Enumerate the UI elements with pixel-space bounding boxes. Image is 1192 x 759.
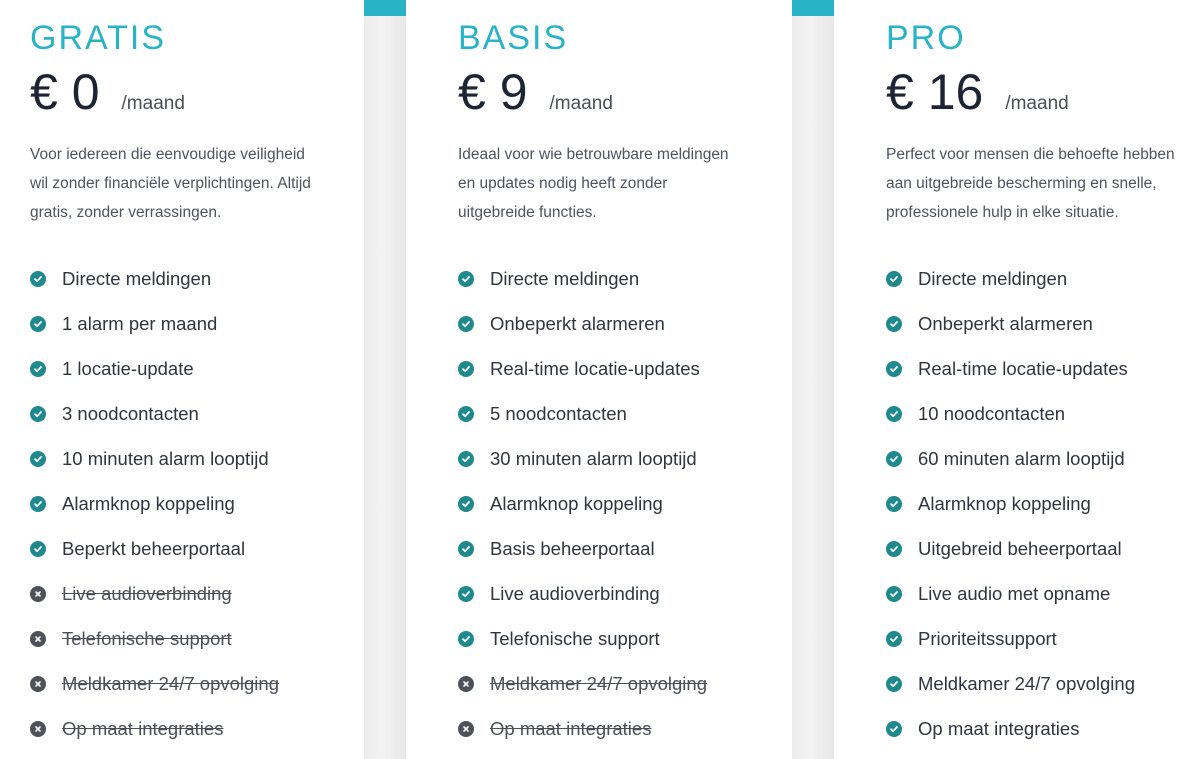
check-circle-icon	[886, 451, 902, 467]
feature-item	[30, 256, 279, 301]
plan-price: € 9	[458, 64, 528, 120]
feature-label: Alarmknop koppeling	[918, 492, 1091, 514]
feature-label: Meldkamer 24/7 opvolging	[918, 672, 1135, 694]
check-circle-icon	[886, 361, 902, 377]
x-circle-icon	[458, 721, 474, 737]
x-circle-icon	[30, 586, 46, 602]
feature-label: Alarmknop koppeling	[490, 492, 663, 514]
feature-label: Real-time locatie-updates	[490, 357, 700, 379]
feature-label: 5 noodcontacten	[490, 402, 627, 424]
feature-label: Live audioverbinding	[62, 582, 232, 604]
feature-item	[458, 301, 707, 346]
plan-price: € 16	[886, 64, 984, 120]
feature-label: Directe meldingen	[62, 267, 212, 289]
feature-label: Alarmknop koppeling	[62, 492, 235, 514]
feature-label: Meldkamer 24/7 opvolging	[62, 672, 279, 694]
feature-label: Onbeperkt alarmeren	[490, 312, 665, 334]
feature-item	[30, 391, 279, 436]
feature-list	[886, 256, 1135, 751]
x-circle-icon	[30, 631, 46, 647]
feature-item	[458, 256, 707, 301]
feature-item	[886, 256, 1135, 301]
feature-label: 1 alarm per maand	[62, 312, 218, 334]
feature-item	[458, 526, 707, 571]
feature-item	[886, 526, 1135, 571]
feature-item	[458, 661, 707, 706]
check-circle-icon	[458, 271, 474, 287]
feature-item	[886, 346, 1135, 391]
feature-item	[30, 346, 279, 391]
feature-label: Live audio met opname	[918, 582, 1111, 604]
x-circle-icon	[30, 721, 46, 737]
feature-item	[886, 616, 1135, 661]
check-circle-icon	[30, 541, 46, 557]
check-circle-icon	[458, 541, 474, 557]
plan-name: BASIS	[458, 19, 569, 57]
feature-label: Directe meldingen	[490, 267, 640, 289]
check-circle-icon	[886, 541, 902, 557]
feature-label: Telefonische support	[490, 627, 660, 649]
feature-item	[458, 706, 707, 751]
feature-item	[886, 661, 1135, 706]
feature-label: Telefonische support	[62, 627, 232, 649]
feature-label: 10 minuten alarm looptijd	[62, 447, 269, 469]
feature-label: 30 minuten alarm looptijd	[490, 447, 697, 469]
feature-item	[886, 706, 1135, 751]
feature-item	[886, 301, 1135, 346]
feature-item	[458, 436, 707, 481]
feature-item	[458, 391, 707, 436]
pricing-card-basis	[406, 0, 792, 759]
feature-item	[30, 301, 279, 346]
x-circle-icon	[458, 676, 474, 692]
check-circle-icon	[458, 631, 474, 647]
feature-item	[458, 571, 707, 616]
plan-description: Perfect voor mensen die behoefte hebben aan uitgebreide bescherming en snelle, professionele hulp in elke situatie.	[886, 146, 1175, 221]
billing-period: /maand	[549, 93, 613, 114]
feature-label: 10 noodcontacten	[918, 402, 1066, 424]
feature-label: Live audioverbinding	[490, 582, 660, 604]
feature-label: Real-time locatie-updates	[918, 357, 1128, 379]
feature-item	[30, 661, 279, 706]
pricing-card-gratis	[0, 0, 364, 759]
feature-label: Meldkamer 24/7 opvolging	[490, 672, 707, 694]
billing-period: /maand	[1005, 93, 1069, 114]
check-circle-icon	[30, 361, 46, 377]
feature-label: 1 locatie-update	[62, 357, 194, 379]
feature-item	[458, 481, 707, 526]
check-circle-icon	[458, 361, 474, 377]
plan-name: PRO	[886, 19, 966, 57]
card-gap-shadow	[364, 0, 406, 759]
feature-label: Op maat integraties	[62, 717, 224, 739]
price-row	[458, 62, 613, 122]
feature-item	[30, 481, 279, 526]
x-circle-icon	[30, 676, 46, 692]
check-circle-icon	[30, 316, 46, 332]
feature-item	[886, 481, 1135, 526]
feature-item	[30, 616, 279, 661]
feature-item	[30, 571, 279, 616]
feature-item	[458, 346, 707, 391]
check-circle-icon	[886, 406, 902, 422]
plan-name: GRATIS	[30, 19, 167, 57]
plan-price: € 0	[30, 64, 100, 120]
check-circle-icon	[886, 631, 902, 647]
feature-label: Basis beheerportaal	[490, 537, 655, 559]
feature-label: Prioriteitssupport	[918, 627, 1057, 649]
billing-period: /maand	[121, 93, 185, 114]
check-circle-icon	[458, 316, 474, 332]
plan-description: Voor iedereen die eenvoudige veiligheid wil zonder financiële verplichtingen. Altijd gratis, zonder verrassingen.	[30, 146, 311, 221]
card-gap-shadow	[792, 0, 834, 759]
check-circle-icon	[886, 316, 902, 332]
check-circle-icon	[30, 271, 46, 287]
feature-label: 3 noodcontacten	[62, 402, 199, 424]
check-circle-icon	[30, 496, 46, 512]
feature-label: Op maat integraties	[918, 717, 1080, 739]
accent-bar	[792, 0, 834, 16]
feature-item	[30, 436, 279, 481]
check-circle-icon	[30, 451, 46, 467]
feature-item	[30, 706, 279, 751]
feature-label: Uitgebreid beheerportaal	[918, 537, 1122, 559]
feature-label: Directe meldingen	[918, 267, 1068, 289]
check-circle-icon	[458, 406, 474, 422]
feature-label: 60 minuten alarm looptijd	[918, 447, 1125, 469]
feature-item	[30, 526, 279, 571]
price-row	[886, 62, 1069, 122]
feature-item	[886, 436, 1135, 481]
check-circle-icon	[458, 496, 474, 512]
feature-item	[886, 391, 1135, 436]
price-row	[30, 62, 185, 122]
feature-list	[30, 256, 279, 751]
feature-label: Op maat integraties	[490, 717, 652, 739]
feature-item	[886, 571, 1135, 616]
check-circle-icon	[886, 586, 902, 602]
check-circle-icon	[458, 451, 474, 467]
check-circle-icon	[886, 496, 902, 512]
pricing-card-pro	[834, 0, 1192, 759]
plan-description: Ideaal voor wie betrouwbare meldingen en updates nodig heeft zonder uitgebreide functies.	[458, 146, 729, 221]
accent-bar	[364, 0, 406, 16]
check-circle-icon	[886, 721, 902, 737]
feature-label: Onbeperkt alarmeren	[918, 312, 1093, 334]
check-circle-icon	[30, 406, 46, 422]
check-circle-icon	[886, 271, 902, 287]
feature-item	[458, 616, 707, 661]
check-circle-icon	[886, 676, 902, 692]
check-circle-icon	[458, 586, 474, 602]
feature-list	[458, 256, 707, 751]
feature-label: Beperkt beheerportaal	[62, 537, 246, 559]
